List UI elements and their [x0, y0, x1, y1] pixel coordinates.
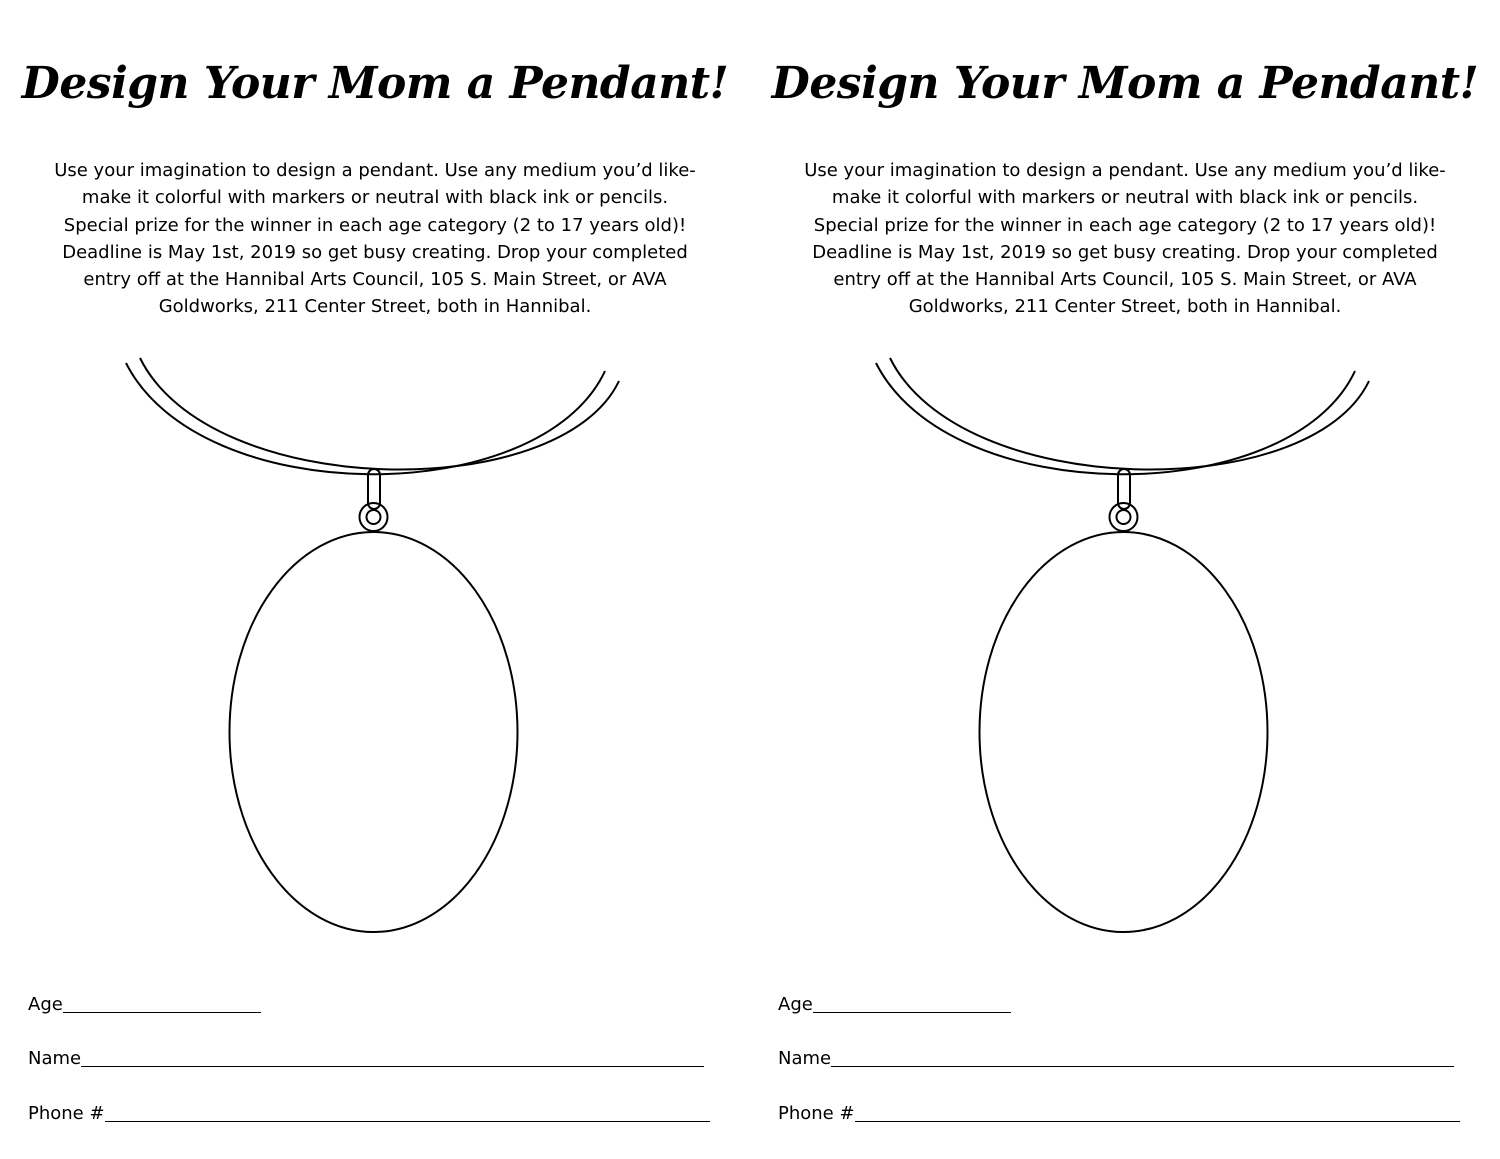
name-field[interactable] — [28, 1039, 704, 1069]
flyer-title: Design Your Mom a Pendant! — [21, 58, 729, 109]
phone-field[interactable] — [28, 1094, 710, 1124]
name-blank-line[interactable] — [831, 1065, 1454, 1067]
flyer-description: Use your imagination to design a pendant. Use any medium you’d like- make it colorful with markers or neutral with black ink or pencils. Special prize for the winner in each age category (2 to 17 years old)! Deadline is May 1st, 2019 so get busy creating. Drop your completed entry off at the Hannibal Arts Council, 105 S. Main Street, or AVA Goldworks, 211 Center Street, both in Hannibal. — [804, 160, 1446, 318]
age-field[interactable] — [28, 985, 261, 1015]
phone-blank-line[interactable] — [855, 1120, 1460, 1122]
pendant-outline-illustration — [0, 0, 750, 960]
name-label: Name — [28, 1048, 82, 1069]
phone-blank-line[interactable] — [105, 1120, 710, 1122]
flyer-description: Use your imagination to design a pendant. Use any medium you’d like- make it colorful with markers or neutral with black ink or pencils. Special prize for the winner in each age category (2 to 17 years old)! Deadline is May 1st, 2019 so get busy creating. Drop your completed entry off at the Hannibal Arts Council, 105 S. Main Street, or AVA Goldworks, 211 Center Street, both in Hannibal. — [54, 160, 696, 318]
pendant-jump-ring-inner — [1117, 510, 1131, 524]
age-blank-line[interactable] — [813, 1011, 1011, 1013]
pendant-jump-ring — [1110, 503, 1138, 531]
name-label: Name — [778, 1048, 832, 1069]
necklace-chain-inner — [140, 358, 619, 470]
name-field[interactable] — [778, 1039, 1454, 1069]
pendant-oval — [230, 532, 518, 932]
pendant-jump-ring-inner — [367, 510, 381, 524]
flyer-right — [750, 0, 1500, 1159]
pendant-outline-illustration — [750, 0, 1500, 960]
age-blank-line[interactable] — [63, 1011, 261, 1013]
phone-label: Phone # — [778, 1103, 855, 1124]
age-label: Age — [778, 994, 813, 1015]
name-blank-line[interactable] — [81, 1065, 704, 1067]
phone-field[interactable] — [778, 1094, 1460, 1124]
age-field[interactable] — [778, 985, 1011, 1015]
flyer-title: Design Your Mom a Pendant! — [771, 58, 1479, 109]
pendant-oval — [980, 532, 1268, 932]
age-label: Age — [28, 994, 63, 1015]
necklace-chain-inner — [890, 358, 1369, 470]
phone-label: Phone # — [28, 1103, 105, 1124]
pendant-jump-ring — [360, 503, 388, 531]
